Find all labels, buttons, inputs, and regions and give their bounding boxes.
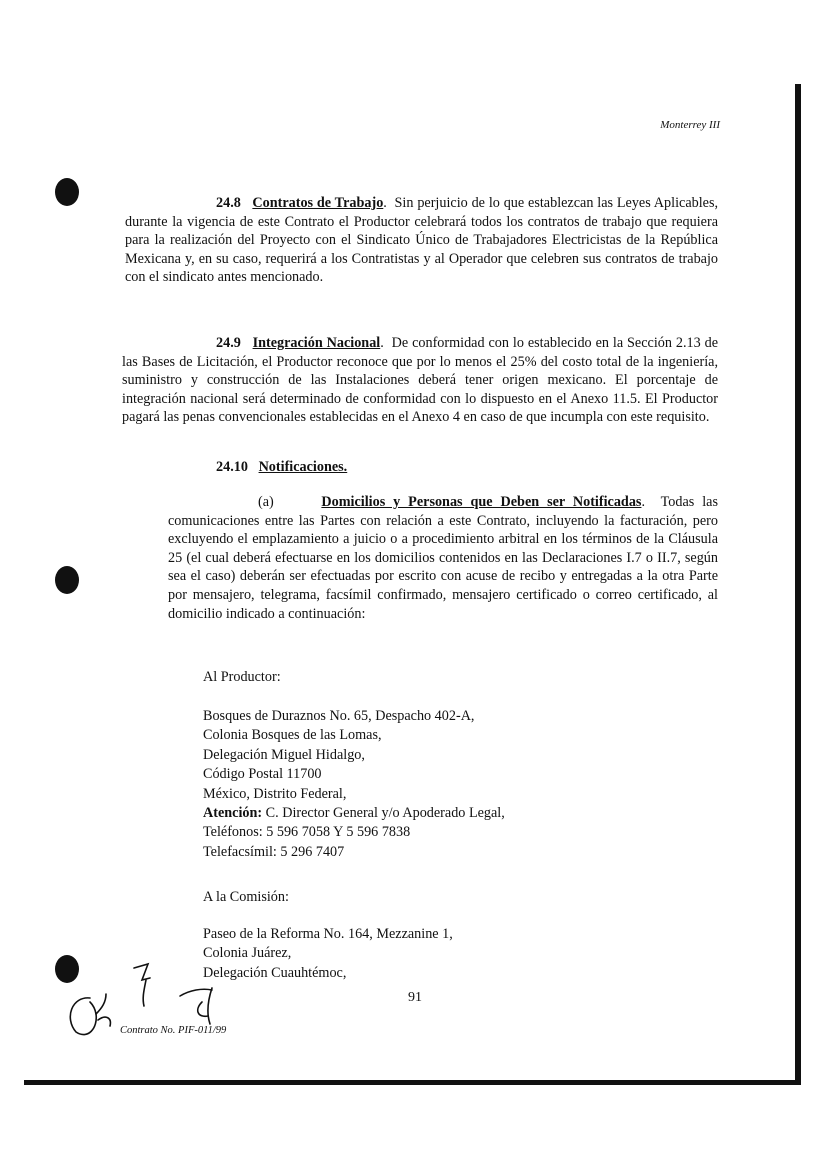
phone-line: Teléfonos: 5 596 7058 Y 5 596 7838: [203, 824, 411, 841]
page-number: 91: [408, 990, 422, 1005]
productor-heading: Al Productor:: [203, 669, 281, 685]
subsection-a: (a) Domicilios y Personas que Deben ser Notificadas. Todas las comunicaciones entre las Partes con relación a este Contrato, incluyendo la facturación, pero excluyendo el emplazamiento a juicio o a procedimiento arbitral en los términos de la Cláusula 25 (el cual deberá efectuarse en los domicilios contenidos en las Declaraciones I.7 o II.7, según sea el caso) deberán ser efectuadas por escrito con acuse de recibo y entregadas a la otra Parte por mensajero, telegrama, facsímil confirmado, mensajero certificado o correo certificado, al domicilio indicado a continuación:: [168, 494, 718, 622]
address-line: México, Distrito Federal,: [203, 785, 347, 802]
section-title: Integración Nacional: [252, 335, 381, 351]
address-line: Colonia Juárez,: [203, 945, 292, 962]
section-24-10: [216, 458, 516, 477]
running-header: Monterrey III: [660, 119, 720, 131]
fax-line: Telefacsímil: 5 296 7407: [203, 843, 345, 860]
attention-value: C. Director General y/o Apoderado Legal,: [265, 805, 505, 822]
address-line: Colonia Bosques de las Lomas,: [203, 727, 382, 744]
section-24-8: 24.8 Contratos de Trabajo. Sin perjuicio de lo que establezcan las Leyes Aplicables, durante la vigencia de este Contrato el Productor celebrará todos los contratos de trabajo que requiera para la realización del Proyecto con el Sindicato Único de Trabajadores Electricistas de la República Mexicana y, en su caso, requerirá a los Contratistas y al Operador que celebren sus contratos de trabajo con el sindicato antes mencionado.: [125, 195, 719, 286]
address-line: Paseo de la Reforma No. 164, Mezzanine 1,: [203, 926, 453, 942]
address-line: Código Postal 11700: [203, 766, 322, 783]
section-title: Notificaciones.: [258, 459, 348, 475]
punch-hole-middle: [55, 566, 79, 594]
comision-heading: A la Comisión:: [203, 889, 289, 905]
attention-label: Atención:: [203, 805, 263, 822]
subsection-title: Domicilios y Personas que Deben ser Notificadas: [321, 494, 642, 510]
section-number: 24.10: [216, 459, 248, 475]
address-line: Bosques de Duraznos No. 65, Despacho 402-A,: [203, 708, 475, 724]
subsection-label: (a): [258, 494, 274, 510]
section-title: Contratos de Trabajo: [252, 195, 384, 211]
contract-number-footer: Contrato No. PIF-011/99: [120, 1025, 227, 1036]
address-line: Delegación Miguel Hidalgo,: [203, 746, 365, 763]
section-number: 24.8: [216, 195, 241, 211]
section-body: Sin perjuicio de lo que establezcan las Leyes Aplicables, durante la vigencia de este Contrato el Productor celebrará todos los contratos de trabajo que requiera para la realización del Proyecto con el Sindicato Único de Trabajadores Electricistas de la República Mexicana y, en su caso, requerirá a los Contratistas y al Operador que celebren sus contratos de trabajo con el sindicato antes mencionado.: [125, 195, 719, 286]
scan-border-right: [795, 84, 801, 1084]
address-line: Delegación Cuauhtémoc,: [203, 964, 347, 981]
punch-hole-top: [55, 178, 79, 206]
section-number: 24.9: [216, 335, 241, 351]
section-body: De conformidad con lo establecido en la Sección 2.13 de las Bases de Licitación, el Productor reconoce que por lo menos el 25% del costo total de la ingeniería, suministro y construcción de las Instalaciones deberá tener origen mexicano. El porcentaje de integración nacional será determinado de conformidad con lo dispuesto en el Anexo 11.5. El Productor pagará las penas convencionales establecidas en el Anexo 4 en caso de que incumpla con este requisito.: [122, 335, 718, 426]
productor-address: [203, 707, 505, 862]
scan-border-bottom: [24, 1080, 801, 1085]
section-24-9: 24.9 Integración Nacional. De conformidad con lo establecido en la Sección 2.13 de las Bases de Licitación, el Productor reconoce que por lo menos el 25% del costo total de la ingeniería, suministro y construcción de las Instalaciones deberá tener origen mexicano. El porcentaje de integración nacional será determinado de conformidad con lo dispuesto en el Anexo 11.5. El Productor pagará las penas convencionales establecidas en el Anexo 4 en caso de que incumpla con este requisito.: [122, 335, 718, 426]
subsection-body: Todas las comunicaciones entre las Partes con relación a este Contrato, incluyendo la facturación, pero excluyendo el emplazamiento a juicio o a procedimiento arbitral en los términos de la Cláusula 25 (el cual deberá efectuarse en los domicilios contenidos en las Declaraciones I.7 o II.7, según sea el caso) deberán ser efectuadas por escrito con acuse de recibo y entregadas a la otra Parte por mensajero, telegrama, facsímil confirmado, mensajero certificado o correo certificado, al domicilio indicado a continuación:: [168, 494, 718, 622]
comision-address: [203, 925, 453, 983]
attention-line: [203, 804, 505, 823]
